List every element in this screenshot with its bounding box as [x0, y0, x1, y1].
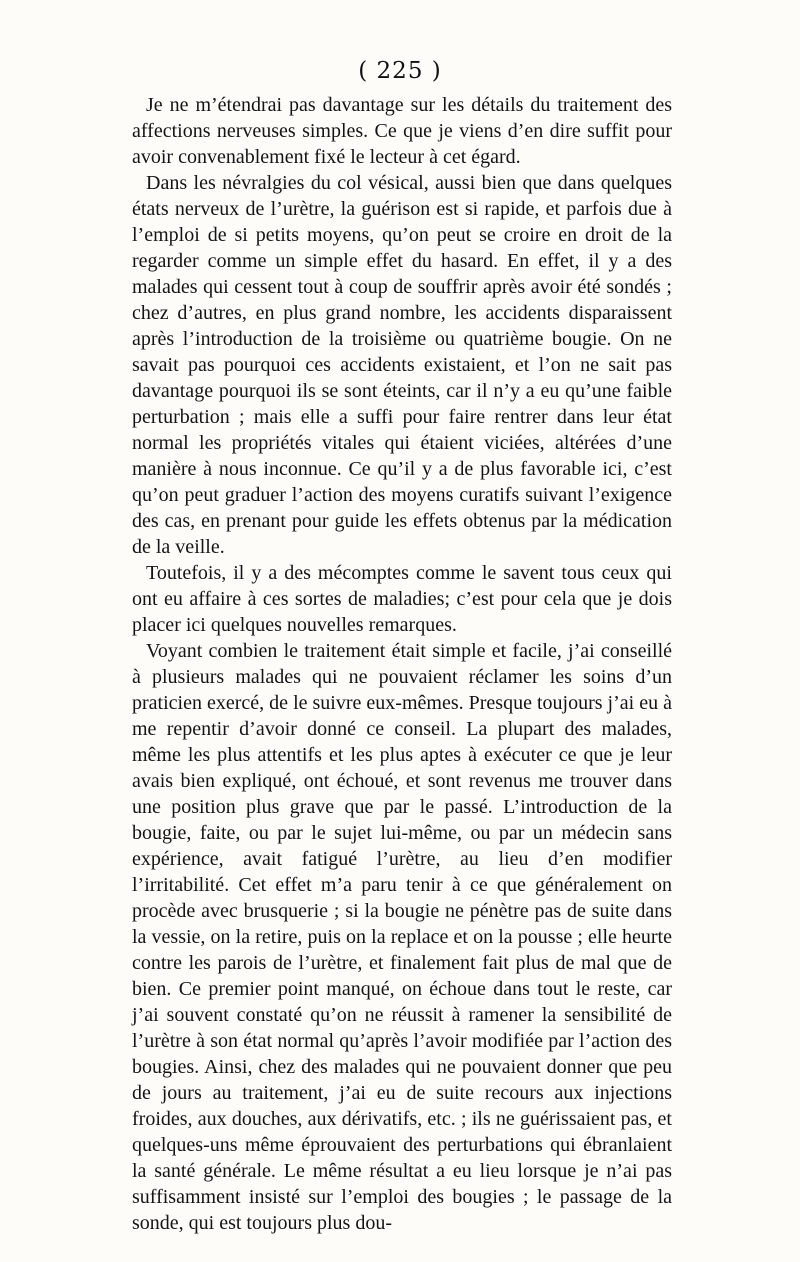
paragraph-3: Toutefois, il y a des mécomptes comme le savent tous ceux qui ont eu affaire à ces sortes de maladies; c’est pour cela que je dois placer ici quelques nouvelles remarques. [132, 562, 672, 636]
paragraph-2: Dans les névralgies du col vésical, aussi bien que dans quelques états nerveux de l’urètre, la guérison est si rapide, et parfois due à l’emploi de si petits moyens, qu’on peut se croire en droit de la regarder comme un simple effet du hasard. En effet, il y a des malades qui cessent tout à coup de souffrir après avoir été sondés ; chez d’autres, en plus grand nombre, les accidents disparaissent après l’introduction de la troisième ou quatrième bougie. On ne savait pas pourquoi ces accidents existaient, et l’on ne sait pas davantage pourquoi ils se sont éteints, car il n’y a eu qu’une faible perturbation ; mais elle a suffi pour faire rentrer dans leur état normal les propriétés vitales qui étaient viciées, altérées d’une manière à nous inconnue. Ce qu’il y a de plus favorable ici, c’est qu’on peut graduer l’action des moyens curatifs suivant l’exigence des cas, en prenant pour guide les effets obtenus par la médication de la veille. [132, 172, 672, 558]
paragraph-4: Voyant combien le traitement était simple et facile, j’ai conseillé à plusieurs malades qui ne pouvaient réclamer les soins d’un praticien exercé, de le suivre eux-mêmes. Presque toujours j’ai eu à me repentir d’avoir donné ce conseil. La plupart des malades, même les plus attentifs et les plus aptes à exécuter ce que je leur avais bien expliqué, ont échoué, et sont revenus me trouver dans une position plus grave que par le passé. L’introduction de la bougie, faite, ou par le sujet lui-même, ou par un médecin sans expérience, avait fatigué l’urètre, au lieu d’en modifier l’irritabilité. Cet effet m’a paru tenir à ce que généralement on procède avec brusquerie ; si la bougie ne pénètre pas de suite dans la vessie, on la retire, puis on la replace et on la pousse ; elle heurte contre les parois de l’urètre, et finalement fait plus de mal que de bien. Ce premier point manqué, on échoue dans tout le reste, car j’ai souvent constaté qu’on ne réussit à ramener la sensibilité de l’urètre à son état normal qu’après l’avoir modifiée par l’action des bougies. Ainsi, chez des malades qui ne pouvaient donner que peu de jours au traitement, j’ai eu de suite recours aux injections froides, aux douches, aux dérivatifs, etc. ; ils ne guérissaient pas, et quelques-uns même éprouvaient des perturbations qui ébranlaient la santé générale. Le même résultat a eu lieu lorsque je n’ai pas suffisamment insisté sur l’emploi des bougies ; le passage de la sonde, qui est toujours plus dou- [132, 640, 672, 1234]
paragraph-1: Je ne m’étendrai pas davantage sur les détails du traitement des affections nerveuses simples. Ce que je viens d’en dire suffit pour avoir convenablement fixé le lecteur à cet égard. [132, 94, 672, 168]
body-text [132, 92, 672, 1236]
page-number: ( 225 ) [358, 58, 442, 84]
